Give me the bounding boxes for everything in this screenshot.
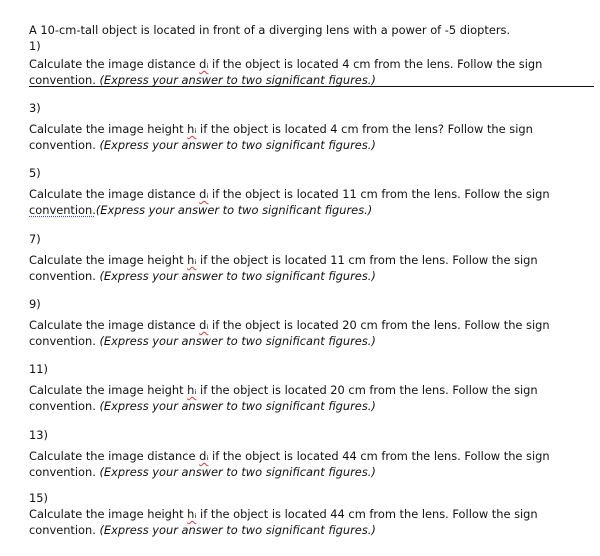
question-text-end: if the object is located 11 cm from the lens. Follow the sign (196, 253, 538, 267)
convention-word: convention. (29, 138, 96, 152)
variable-symbol: hᵢ (187, 507, 197, 521)
question-5 (29, 165, 594, 218)
question-text-start: Calculate the image height (29, 383, 188, 397)
question-number: 11) (29, 362, 48, 376)
variable-symbol: hᵢ (187, 253, 197, 267)
question-13 (29, 427, 594, 480)
question-text-end: if the object is located 44 cm from the lens. Follow the sign (196, 507, 538, 521)
question-15 (29, 490, 594, 538)
variable-symbol: dᵢ (199, 187, 209, 201)
question-text-end: if the object is located 4 cm from the lens? Follow the sign (196, 122, 533, 136)
convention-word: convention. (29, 334, 96, 348)
variable-symbol: hᵢ (187, 122, 197, 136)
question-number: 9) (29, 297, 41, 311)
question-text-start: Calculate the image distance (29, 57, 200, 71)
convention-word: convention. (29, 465, 96, 479)
horizontal-rule (29, 86, 594, 87)
question-line-2 (29, 398, 594, 414)
question-number: 1) (29, 39, 41, 53)
intro-text: A 10-cm-tall object is located in front of a diverging lens with a power of -5 diopters. (29, 23, 511, 37)
question-3 (29, 100, 594, 153)
question-line-1 (29, 56, 594, 72)
question-line-1 (29, 448, 594, 464)
question-text-start: Calculate the image distance (29, 318, 200, 332)
question-text-end: if the object is located 20 cm from the lens. Follow the sign (208, 318, 550, 332)
question-11 (29, 361, 594, 414)
question-line-1 (29, 186, 594, 202)
convention-word: convention. (29, 203, 96, 217)
question-text-end: if the object is located 44 cm from the lens. Follow the sign (208, 449, 550, 463)
variable-symbol: hᵢ (187, 383, 197, 397)
instruction-text: (Express your answer to two significant figures.) (99, 523, 376, 537)
variable-symbol: dᵢ (199, 318, 209, 332)
question-number: 5) (29, 166, 41, 180)
question-line-2 (29, 268, 594, 284)
question-text-end: if the object is located 4 cm from the lens. Follow the sign (208, 57, 543, 71)
question-line-2 (29, 137, 594, 153)
instruction-text: (Express your answer to two significant figures.) (95, 203, 373, 217)
question-line-2 (29, 333, 594, 349)
question-text-start: Calculate the image height (29, 253, 188, 267)
variable-symbol: dᵢ (199, 57, 209, 71)
question-line-2 (29, 522, 594, 538)
question-text-end: if the object is located 20 cm from the lens. Follow the sign (196, 383, 538, 397)
question-line-1 (29, 382, 594, 398)
question-text-end: if the object is located 11 cm from the lens. Follow the sign (208, 187, 550, 201)
question-line-1 (29, 506, 594, 522)
instruction-text: (Express your answer to two significant figures.) (99, 399, 376, 413)
instruction-text: (Express your answer to two significant figures.) (99, 138, 376, 152)
question-line-2 (29, 464, 594, 480)
question-text-start: Calculate the image distance (29, 187, 200, 201)
variable-symbol: dᵢ (199, 449, 209, 463)
question-7 (29, 231, 594, 284)
convention-word: convention. (29, 269, 96, 283)
question-line-2 (29, 202, 594, 218)
question-text-start: Calculate the image height (29, 507, 188, 521)
instruction-text: (Express your answer to two significant figures.) (99, 465, 376, 479)
question-line-1 (29, 317, 594, 333)
convention-word: convention. (29, 73, 96, 87)
convention-word: convention. (29, 523, 96, 537)
question-number: 7) (29, 232, 41, 246)
question-number: 15) (29, 491, 48, 505)
question-9 (29, 296, 594, 349)
convention-word: convention. (29, 399, 96, 413)
question-line-1 (29, 121, 594, 137)
question-text-start: Calculate the image distance (29, 449, 200, 463)
question-number: 13) (29, 428, 48, 442)
question-1 (29, 38, 594, 88)
instruction-text: (Express your answer to two significant figures.) (99, 73, 376, 87)
question-line-1 (29, 252, 594, 268)
instruction-text: (Express your answer to two significant figures.) (99, 269, 376, 283)
question-number: 3) (29, 101, 41, 115)
instruction-text: (Express your answer to two significant figures.) (99, 334, 376, 348)
question-text-start: Calculate the image height (29, 122, 188, 136)
